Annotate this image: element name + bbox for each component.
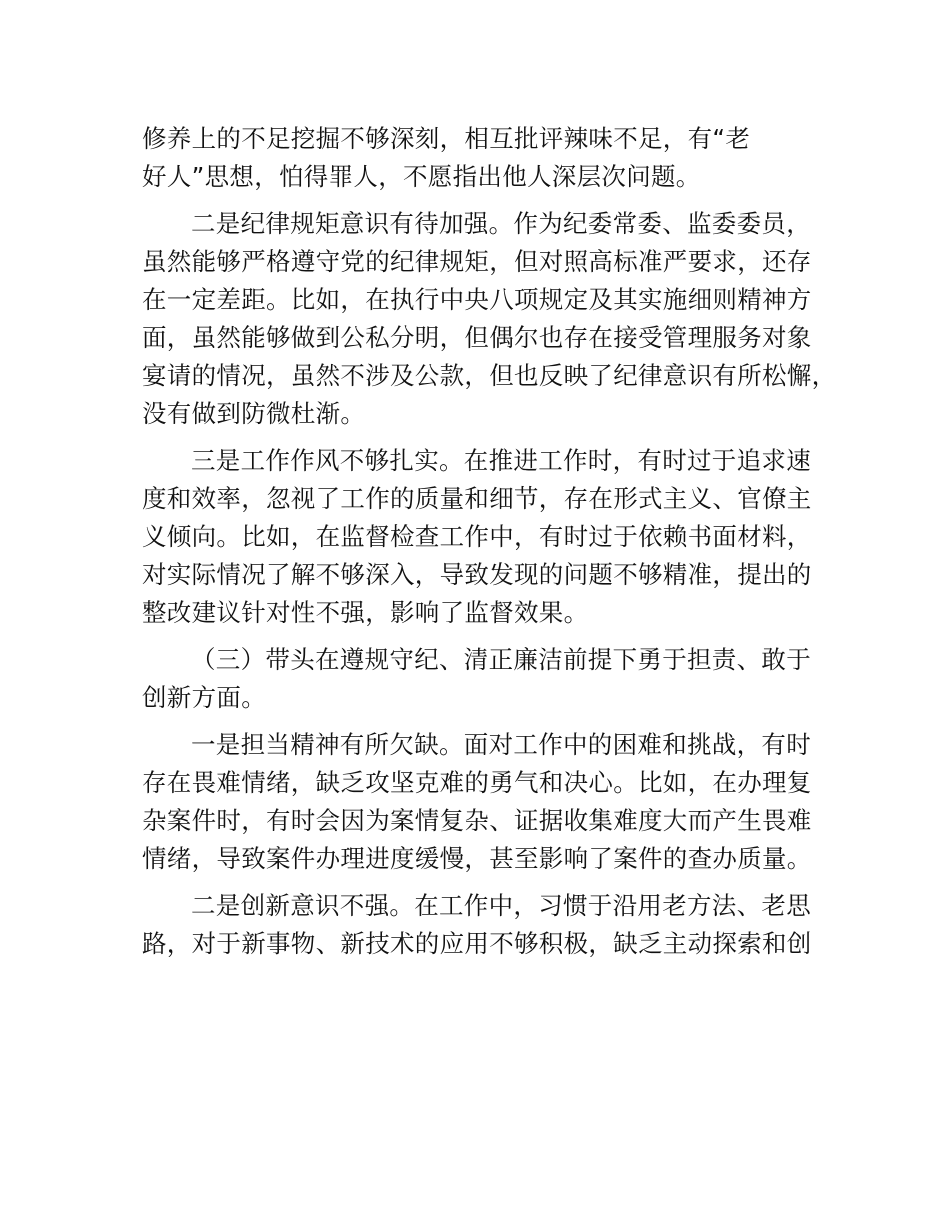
text-line: 对实际情况了解不够深入，导致发现的问题不够精准，提出的 xyxy=(142,560,812,589)
text-line: （三）带头在遵规守纪、清正廉洁前提下勇于担责、敢于 xyxy=(191,645,811,674)
text-line: 义倾向。比如，在监督检查工作中，有时过于依赖书面材料， xyxy=(142,522,812,551)
text-line: 整改建议针对性不强，影响了监督效果。 xyxy=(142,598,589,627)
paragraph-innovation xyxy=(142,887,842,963)
text-line: 存在畏难情绪，缺乏攻坚克难的勇气和决心。比如，在办理复 xyxy=(142,768,812,797)
text-line: 修养上的不足挖掘不够深刻，相互批评辣味不足，有“老 xyxy=(142,124,751,153)
text-line: 杂案件时，有时会因为案情复杂、证据收集难度大而产生畏难 xyxy=(142,806,812,835)
text-line: 创新方面。 xyxy=(142,683,266,712)
document-page xyxy=(142,120,842,972)
text-line: 情绪，导致案件办理进度缓慢，甚至影响了案件的查办质量。 xyxy=(142,844,812,873)
text-line: 在一定差距。比如，在执行中央八项规定及其实施细则精神方 xyxy=(142,285,812,314)
text-line: 路，对于新事物、新技术的应用不够积极，缺乏主动探索和创 xyxy=(142,929,812,958)
text-line: 二是创新意识不强。在工作中，习惯于沿用老方法、老思 xyxy=(191,891,811,920)
text-line: 三是工作作风不够扎实。在推进工作时，有时过于追求速 xyxy=(191,446,811,475)
paragraph-1-continuation xyxy=(142,120,842,196)
text-line: 一是担当精神有所欠缺。面对工作中的困难和挑战，有时 xyxy=(191,730,811,759)
text-line: 面，虽然能够做到公私分明，但偶尔也存在接受管理服务对象 xyxy=(142,323,812,352)
section-heading-3 xyxy=(142,641,842,717)
paragraph-discipline xyxy=(142,205,842,433)
paragraph-responsibility xyxy=(142,726,842,878)
text-line: 虽然能够严格遵守党的纪律规矩，但对照高标准严要求，还存 xyxy=(142,247,812,276)
text-line: 好人”思想，怕得罪人，不愿指出他人深层次问题。 xyxy=(142,162,701,191)
text-line: 度和效率，忽视了工作的质量和细节，存在形式主义、官僚主 xyxy=(142,484,812,513)
text-line: 宴请的情况，虽然不涉及公款，但也反映了纪律意识有所松懈， xyxy=(142,361,837,390)
paragraph-work-style xyxy=(142,442,842,632)
text-line: 二是纪律规矩意识有待加强。作为纪委常委、监委委员， xyxy=(191,209,811,238)
text-line: 没有做到防微杜渐。 xyxy=(142,399,366,428)
